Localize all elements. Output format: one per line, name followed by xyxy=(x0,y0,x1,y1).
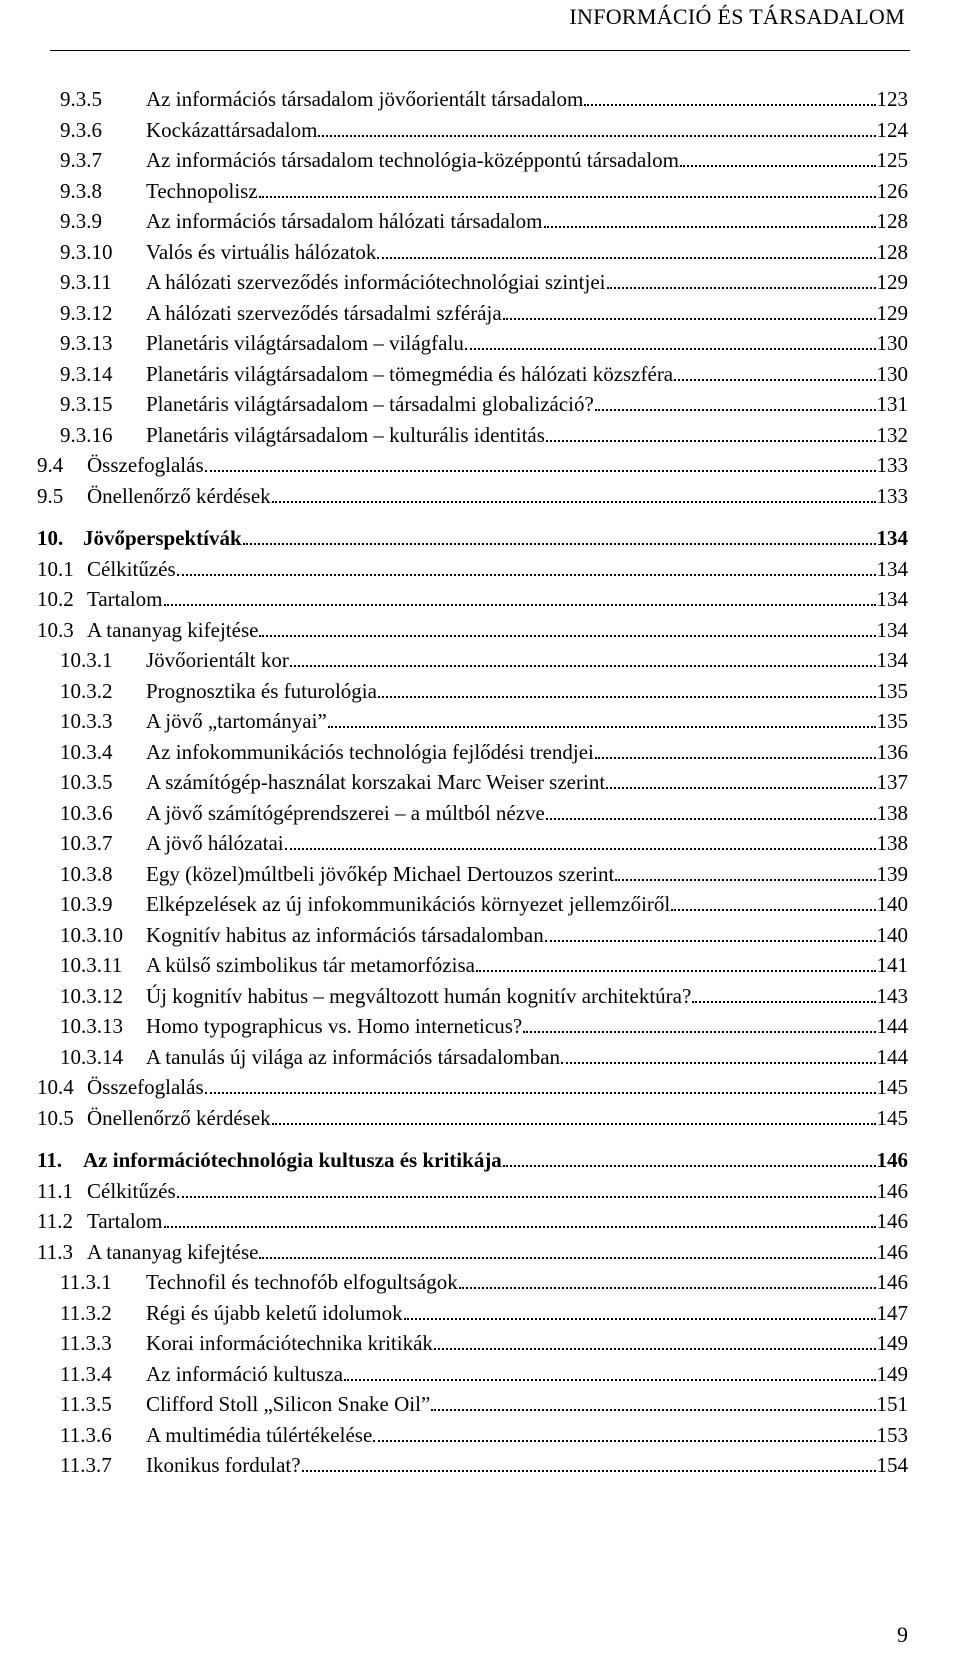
toc-entry-title: Az információ kultusza xyxy=(146,1361,344,1386)
toc-entry-title: Önellenőrző kérdések xyxy=(87,483,271,508)
toc-entry[interactable] xyxy=(60,765,908,795)
toc-entry[interactable] xyxy=(37,1235,908,1265)
toc-entry-leader-dots xyxy=(285,848,876,850)
toc-entry-number: 9.5 xyxy=(37,483,64,508)
toc-entry[interactable] xyxy=(60,918,908,948)
toc-entry[interactable] xyxy=(60,113,908,143)
toc-entry-leader-dots xyxy=(259,635,875,637)
toc-entry[interactable] xyxy=(60,1448,908,1478)
toc-entry-page: 149 xyxy=(876,1331,908,1355)
toc-entry-title: A jövő „tartományai” xyxy=(146,709,327,733)
toc-entry-title: Az információs társadalom jövőorientált társadalom xyxy=(146,87,584,111)
toc-entry-number: 10.3.9 xyxy=(60,892,113,916)
toc-entry-title: Kockázattársadalom xyxy=(146,117,318,142)
toc-entry-number: 9.3.7 xyxy=(60,148,102,172)
toc-entry[interactable] xyxy=(60,418,908,448)
toc-entry-title: Planetáris világtársadalom – világfalu xyxy=(146,331,464,355)
toc-entry[interactable] xyxy=(37,1070,908,1100)
toc-entry-leader-dots xyxy=(205,1092,876,1094)
toc-entry-page: 145 xyxy=(876,1105,908,1130)
toc-entry-title: Valós és virtuális hálózatok xyxy=(146,239,377,264)
toc-entry-page: 146 xyxy=(876,1239,908,1264)
toc-entry-page: 146 xyxy=(876,1178,908,1203)
toc-entry-number: 10.3.2 xyxy=(60,678,113,703)
toc-entry-title: Ikonikus fordulat? xyxy=(146,1453,301,1477)
toc-entry-leader-dots xyxy=(373,1440,875,1442)
toc-entry-title: A jövő számítógéprendszerei – a múltból nézve xyxy=(146,800,545,825)
toc-entry[interactable] xyxy=(60,387,908,417)
toc-entry-number: 10.3.7 xyxy=(60,831,113,855)
running-header xyxy=(50,0,910,51)
toc-entry-leader-dots xyxy=(584,104,875,106)
toc-entry-page: 135 xyxy=(876,678,908,703)
toc-entry-leader-dots xyxy=(378,696,876,698)
toc-entry-leader-dots xyxy=(459,1287,876,1289)
toc-entry-number: 10.3.12 xyxy=(60,983,123,1008)
toc-entry-leader-dots xyxy=(503,1165,876,1167)
toc-entry-number: 9.3.12 xyxy=(60,300,113,325)
toc-entry-leader-dots xyxy=(561,1062,875,1064)
toc-entry-number: 9.3.16 xyxy=(60,422,113,447)
toc-entry-leader-dots xyxy=(177,1196,876,1198)
toc-entry-page: 136 xyxy=(876,739,908,764)
toc-entry-title: A tananyag kifejtése xyxy=(87,617,259,642)
toc-entry-number: 9.3.8 xyxy=(60,178,102,203)
toc-entry-leader-dots xyxy=(606,787,875,789)
toc-entry-title: Planetáris világtársadalom – társadalmi globalizáció? xyxy=(146,392,594,416)
toc-entry-page: 128 xyxy=(876,209,908,233)
toc-entry-title: Clifford Stoll „Silicon Snake Oil” xyxy=(146,1392,431,1416)
toc-entry-leader-dots xyxy=(465,348,876,350)
toc-entry-number: 9.3.5 xyxy=(60,87,102,111)
toc-entry-title: Célkitűzés xyxy=(87,556,176,581)
toc-entry-number: 11.3.6 xyxy=(60,1422,112,1447)
toc-entry-leader-dots xyxy=(546,818,876,820)
toc-entry-page: 153 xyxy=(876,1422,908,1447)
toc-entry-leader-dots xyxy=(434,1348,876,1350)
toc-entry-number: 9.3.11 xyxy=(60,270,112,294)
toc-entry-leader-dots xyxy=(680,165,876,167)
toc-entry-leader-dots xyxy=(164,1226,876,1228)
toc-entry-page: 131 xyxy=(876,392,908,416)
toc-entry-title: A jövő hálózatai xyxy=(146,831,284,855)
toc-entry-number: 10.3.1 xyxy=(60,648,113,672)
toc-entry-page: 124 xyxy=(876,117,908,142)
toc-entry-title: Planetáris világtársadalom – kulturális identitás xyxy=(146,422,545,447)
toc-entry-page: 129 xyxy=(876,300,908,325)
toc-entry-number: 9.3.13 xyxy=(60,331,113,355)
toc-entry[interactable] xyxy=(60,1296,908,1326)
toc-entry-title: Az információs társadalom hálózati társadalom xyxy=(146,209,543,233)
toc-entry-page: 128 xyxy=(876,239,908,264)
toc-entry-number: 10.3.4 xyxy=(60,739,113,764)
toc-entry-leader-dots xyxy=(607,287,876,289)
toc-entry-leader-dots xyxy=(595,757,876,759)
toc-entry-page: 141 xyxy=(876,953,908,977)
toc-entry[interactable] xyxy=(60,296,908,326)
toc-entry-title: A hálózati szerveződés társadalmi szférája xyxy=(146,300,502,325)
running-header-title: INFORMÁCIÓ ÉS TÁRSADALOM xyxy=(569,4,905,29)
toc-entry-title: Tartalom xyxy=(87,1209,163,1233)
toc-entry-number: 10.3.13 xyxy=(60,1014,123,1038)
toc-entry-number: 11.3 xyxy=(37,1239,73,1264)
toc-entry[interactable] xyxy=(60,1040,908,1070)
toc-entry-page: 123 xyxy=(876,87,908,111)
page-number: 9 xyxy=(897,1622,908,1647)
toc-entry-leader-dots xyxy=(328,726,876,728)
toc-entry-number: 10.3.10 xyxy=(60,922,123,947)
toc-entry-title: Egy (közel)múltbeli jövőkép Michael Dertouzos szerint xyxy=(146,861,615,886)
toc-entry-title: Jövőorientált kor xyxy=(146,648,289,672)
toc-entry[interactable] xyxy=(60,143,908,173)
toc-entry-page: 139 xyxy=(876,861,908,886)
toc-entry-page: 138 xyxy=(876,831,908,855)
toc-entry-page: 137 xyxy=(876,770,908,794)
toc-entry-number: 9.3.10 xyxy=(60,239,113,264)
toc-entry-leader-dots xyxy=(404,1318,876,1320)
toc-entry-page: 134 xyxy=(876,526,908,550)
toc-entry-number: 9.3.9 xyxy=(60,209,102,233)
toc-entry[interactable] xyxy=(37,1174,908,1204)
toc-entry-title: A hálózati szerveződés információtechnológiai szintjei xyxy=(146,270,606,294)
toc-entry-page: 143 xyxy=(876,983,908,1008)
toc-entry-number: 11. xyxy=(37,1148,63,1172)
toc-entry-leader-dots xyxy=(692,1001,875,1003)
toc-entry-page: 129 xyxy=(876,270,908,294)
toc-entry-title: Jövőperspektívák xyxy=(83,526,242,550)
toc-entry-page: 144 xyxy=(876,1014,908,1038)
toc-entry-leader-dots xyxy=(243,543,876,545)
toc-entry-leader-dots xyxy=(523,1031,875,1033)
toc-entry[interactable] xyxy=(60,948,908,978)
toc-entry-page: 144 xyxy=(876,1044,908,1069)
toc-entry-leader-dots xyxy=(671,909,875,911)
toc-entry-page: 130 xyxy=(876,361,908,386)
toc-entry[interactable] xyxy=(60,643,908,673)
toc-entry-page: 154 xyxy=(876,1453,908,1477)
toc-entry-title: Az információtechnológia kultusza és kritikája xyxy=(83,1148,502,1172)
toc-entry-number: 11.3.3 xyxy=(60,1331,112,1355)
toc-entry-page: 125 xyxy=(876,148,908,172)
toc-entry-leader-dots xyxy=(177,574,876,576)
toc-entry[interactable] xyxy=(60,235,908,265)
toc-entry[interactable] xyxy=(60,174,908,204)
toc-entry-page: 146 xyxy=(876,1148,908,1172)
toc-entry-leader-dots xyxy=(476,970,876,972)
toc-entry-page: 145 xyxy=(876,1075,908,1099)
toc-entry-page: 151 xyxy=(876,1392,908,1416)
toc-entry[interactable] xyxy=(60,887,908,917)
toc-entry-leader-dots xyxy=(503,318,876,320)
toc-entry-title: Régi és újabb keletű idolumok xyxy=(146,1300,403,1325)
toc-entry-leader-dots xyxy=(546,440,876,442)
toc-entry-page: 134 xyxy=(876,587,908,611)
toc-entry-leader-dots xyxy=(302,1470,876,1472)
toc-entry-title: Önellenőrző kérdések xyxy=(87,1105,271,1130)
toc-entry-page: 126 xyxy=(876,178,908,203)
toc-entry-title: Az infokommunikációs technológia fejlődési trendjei xyxy=(146,739,594,764)
toc-entry-page: 133 xyxy=(876,453,908,477)
toc-entry[interactable] xyxy=(60,674,908,704)
toc-entry[interactable] xyxy=(60,82,908,112)
toc-entry[interactable] xyxy=(37,521,908,551)
toc-entry[interactable] xyxy=(60,265,908,295)
toc-entry-page: 140 xyxy=(876,922,908,947)
toc-entry-number: 9.4 xyxy=(37,453,64,477)
toc-entry-title: Technofil és technofób elfogultságok xyxy=(146,1270,458,1294)
toc-entry-page: 149 xyxy=(876,1361,908,1386)
toc-entry-page: 146 xyxy=(876,1209,908,1233)
toc-entry-number: 11.1 xyxy=(37,1178,73,1203)
toc-entry[interactable] xyxy=(60,796,908,826)
toc-entry-leader-dots xyxy=(595,409,876,411)
toc-entry-title: Összefoglalás xyxy=(87,1075,204,1099)
toc-entry[interactable] xyxy=(60,1265,908,1295)
toc-entry-page: 133 xyxy=(876,483,908,508)
toc-entry[interactable] xyxy=(60,1387,908,1417)
toc-entry-page: 147 xyxy=(876,1300,908,1325)
toc-entry-number: 10.3.8 xyxy=(60,861,113,886)
toc-entry-number: 11.3.2 xyxy=(60,1300,112,1325)
toc-entry[interactable] xyxy=(60,735,908,765)
toc-entry-title: Új kognitív habitus – megváltozott humán kognitív architektúra? xyxy=(146,983,692,1008)
toc-entry-page: 134 xyxy=(876,648,908,672)
toc-entry-title: Homo typographicus vs. Homo interneticus? xyxy=(146,1014,523,1038)
toc-entry-title: Célkitűzés xyxy=(87,1178,176,1203)
toc-entry-page: 134 xyxy=(876,556,908,581)
toc-entry-page: 134 xyxy=(876,617,908,642)
toc-entry-leader-dots xyxy=(259,196,876,198)
toc-entry-number: 10.1 xyxy=(37,556,74,581)
toc-entry-number: 9.3.14 xyxy=(60,361,113,386)
toc-entry[interactable] xyxy=(60,826,908,856)
toc-entry[interactable] xyxy=(37,1143,908,1173)
toc-entry-leader-dots xyxy=(164,604,876,606)
toc-entry-page: 146 xyxy=(876,1270,908,1294)
toc-entry-leader-dots xyxy=(272,501,876,503)
toc-entry-leader-dots xyxy=(259,1257,875,1259)
toc-entry-title: Technopolisz xyxy=(146,178,258,203)
toc-entry-leader-dots xyxy=(674,379,875,381)
toc-entry[interactable] xyxy=(37,479,908,509)
toc-entry-leader-dots xyxy=(544,226,876,228)
toc-entry-number: 11.3.7 xyxy=(60,1453,112,1477)
toc-entry-number: 9.3.6 xyxy=(60,117,102,142)
toc-entry-title: A tananyag kifejtése xyxy=(87,1239,259,1264)
toc-entry-title: A számítógép-használat korszakai Marc Weiser szerint xyxy=(146,770,606,794)
toc-entry-leader-dots xyxy=(290,665,876,667)
toc-entry[interactable] xyxy=(37,1204,908,1234)
toc-entry[interactable] xyxy=(37,582,908,612)
toc-entry-leader-dots xyxy=(272,1123,876,1125)
toc-entry-title: Az információs társadalom technológia-középpontú társadalom xyxy=(146,148,679,172)
toc-entry-number: 10.4 xyxy=(37,1075,74,1099)
toc-entry-title: A külső szimbolikus tár metamorfózisa xyxy=(146,953,475,977)
toc-entry[interactable] xyxy=(37,1101,908,1131)
toc-entry-title: A tanulás új világa az információs társadalomban xyxy=(146,1044,561,1069)
toc-entry-number: 9.3.15 xyxy=(60,392,113,416)
toc-entry[interactable] xyxy=(60,1418,908,1448)
toc-entry[interactable] xyxy=(37,613,908,643)
toc-entry-number: 10.2 xyxy=(37,587,74,611)
toc-entry-title: Tartalom xyxy=(87,587,163,611)
toc-entry[interactable] xyxy=(60,204,908,234)
toc-entry-title: Prognosztika és futurológia xyxy=(146,678,377,703)
toc-entry[interactable] xyxy=(60,1357,908,1387)
toc-entry-page: 130 xyxy=(876,331,908,355)
toc-entry-number: 11.3.1 xyxy=(60,1270,112,1294)
toc-entry-page: 135 xyxy=(876,709,908,733)
toc-entry[interactable] xyxy=(60,357,908,387)
toc-entry-number: 11.3.5 xyxy=(60,1392,112,1416)
toc-entry-number: 10.3.14 xyxy=(60,1044,123,1069)
toc-entry-number: 11.3.4 xyxy=(60,1361,112,1386)
toc-entry-leader-dots xyxy=(318,135,875,137)
toc-entry-leader-dots xyxy=(205,470,876,472)
toc-entry-page: 140 xyxy=(876,892,908,916)
toc-entry-leader-dots xyxy=(344,1379,875,1381)
toc-entry[interactable] xyxy=(60,1326,908,1356)
toc-entry-title: Elképzelések az új infokommunikációs környezet jellemzőiről xyxy=(146,892,671,916)
toc-entry-number: 10.3 xyxy=(37,617,74,642)
toc-entry-title: Összefoglalás xyxy=(87,453,204,477)
toc-entry[interactable] xyxy=(60,704,908,734)
toc-entry[interactable] xyxy=(60,979,908,1009)
toc-entry-page: 132 xyxy=(876,422,908,447)
toc-entry-number: 10.3.6 xyxy=(60,800,113,825)
toc-entry-title: Korai információtechnika kritikák xyxy=(146,1331,433,1355)
toc-entry-number: 10.3.5 xyxy=(60,770,113,794)
toc-entry-number: 10.5 xyxy=(37,1105,74,1130)
toc-entry-leader-dots xyxy=(431,1409,875,1411)
toc-entry-page: 138 xyxy=(876,800,908,825)
toc-entry[interactable] xyxy=(60,857,908,887)
toc-entry-number: 10.3.3 xyxy=(60,709,113,733)
toc-entry[interactable] xyxy=(60,1009,908,1039)
toc-entry-number: 11.2 xyxy=(37,1209,73,1233)
toc-entry-title: A multimédia túlértékelése xyxy=(146,1422,373,1447)
toc-entry-leader-dots xyxy=(377,257,875,259)
toc-entry-leader-dots xyxy=(545,940,876,942)
toc-entry-title: Planetáris világtársadalom – tömegmédia és hálózati közszféra xyxy=(146,361,674,386)
toc-entry[interactable] xyxy=(37,448,908,478)
toc-entry[interactable] xyxy=(37,552,908,582)
toc-entry[interactable] xyxy=(60,326,908,356)
toc-entry-number: 10. xyxy=(37,526,64,550)
toc-entry-title: Kognitív habitus az információs társadalomban xyxy=(146,922,544,947)
toc-entry-leader-dots xyxy=(615,879,875,881)
toc-entry-number: 10.3.11 xyxy=(60,953,123,977)
